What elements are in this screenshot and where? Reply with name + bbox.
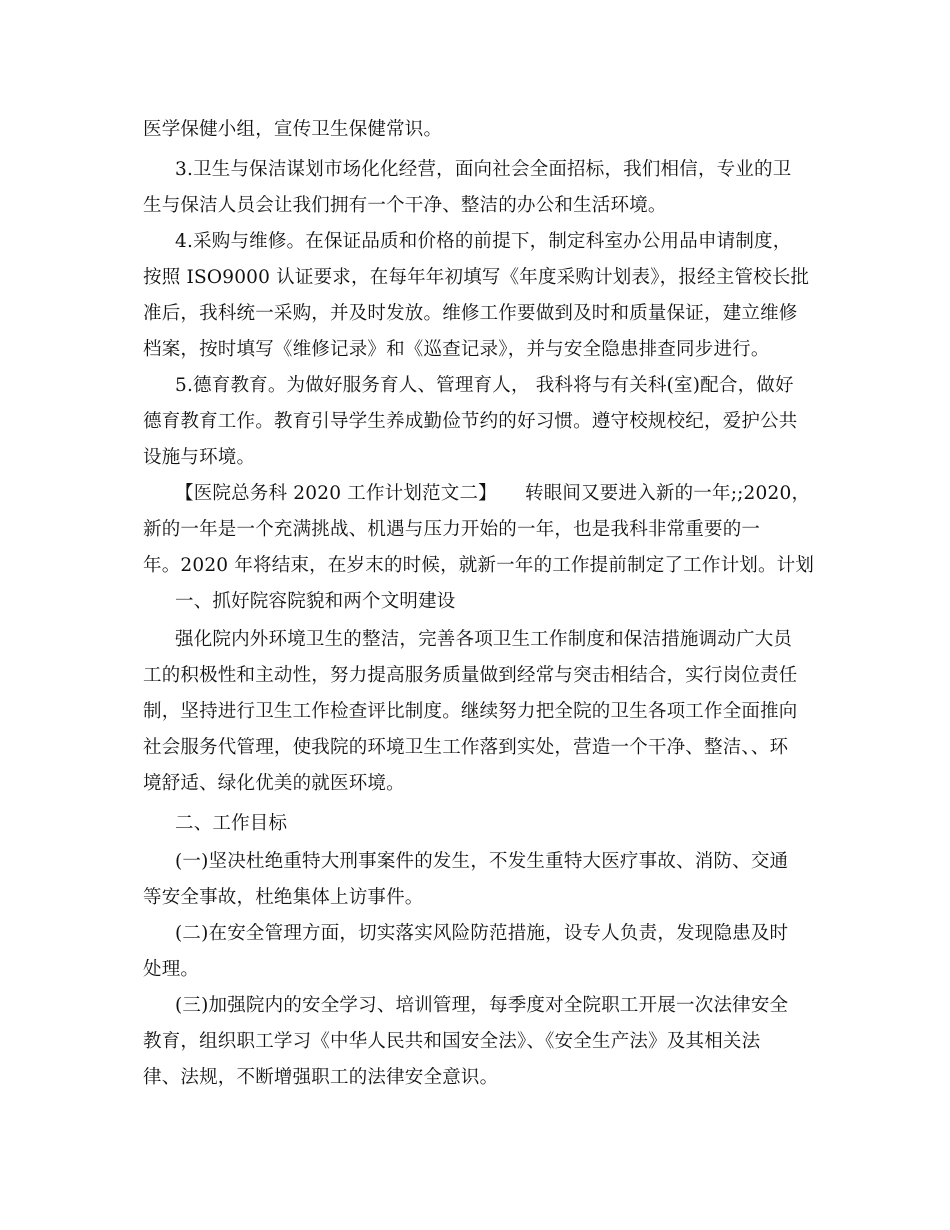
text-line: 设施与环境。 [143, 447, 256, 468]
text-line: 境舒适、绿化优美的就医环境。 [143, 773, 405, 794]
text-line: 工的积极性和主动性，努力提高服务质量做到经常与突击相结合，实行岗位责任 [143, 665, 798, 686]
text-line: 等安全事故，杜绝集体上访事件。 [143, 887, 424, 908]
text-line: (三)加强院内的安全学习、培训管理，每季度对全院职工开展一次法律安全 [175, 995, 789, 1016]
text-line: 5.德育教育。为做好服务育人、管理育人， 我科将与有关科(室)配合，做好 [175, 375, 794, 396]
text-line: 准后，我科统一采购，并及时发放。维修工作要做到及时和质量保证，建立维修 [143, 303, 798, 324]
text-line: 新的一年是一个充满挑战、机遇与压力开始的一年，也是我科非常重要的一 [143, 519, 761, 540]
text-line: 德育教育工作。教育引导学生养成勤俭节约的好习惯。遵守校规校纪，爱护公共 [143, 411, 798, 432]
text-line: 社会服务代管理，使我院的环境卫生工作落到实处，营造一个干净、整洁、、环 [143, 737, 789, 758]
text-line: 3.卫生与保洁谋划市场化化经营，面向社会全面招标，我们相信，专业的卫 [175, 159, 792, 180]
text-line: (二)在安全管理方面，切实落实风险防范措施，设专人负责，发现隐患及时 [175, 923, 789, 944]
text-line: 教育，组织职工学习《中华人民共和国安全法》、《安全生产法》及其相关法 [143, 1031, 761, 1052]
text-line: 生与保洁人员会让我们拥有一个干净、整洁的办公和生活环境。 [143, 195, 667, 216]
text-line: 年。2020 年将结束，在岁末的时候，就新一年的工作提前制定了工作计划。计划 [143, 555, 815, 576]
text-line: 档案，按时填写《维修记录》和《巡查记录》，并与安全隐患排查同步进行。 [143, 339, 770, 360]
section-heading: 一、抓好院容院貌和两个文明建设 [175, 591, 456, 612]
section-heading: 二、工作目标 [175, 813, 288, 834]
text-line: (一)坚决杜绝重特大刑事案件的发生，不发生重特大医疗事故、消防、交通 [175, 851, 789, 872]
text-line: 处理。 [143, 959, 200, 980]
text-line: 4.采购与维修。在保证品质和价格的前提下，制定科室办公用品申请制度， [175, 231, 792, 252]
text-line: 制，坚持进行卫生工作检查评比制度。继续努力把全院的卫生各项工作全面推向 [143, 701, 798, 722]
text-line: 强化院内外环境卫生的整洁，完善各项卫生工作制度和保洁措施调动广大员 [175, 629, 793, 650]
section-heading: 【医院总务科 2020 工作计划范文二】 转眼间又要进入新的一年;;2020， [175, 483, 811, 504]
text-line: 律、法规，不断增强职工的法律安全意识。 [143, 1067, 499, 1088]
text-line: 按照 ISO9000 认证要求，在每年年初填写《年度采购计划表》，报经主管校长批 [143, 267, 810, 288]
text-line: 医学保健小组，宣传卫生保健常识。 [143, 119, 443, 140]
